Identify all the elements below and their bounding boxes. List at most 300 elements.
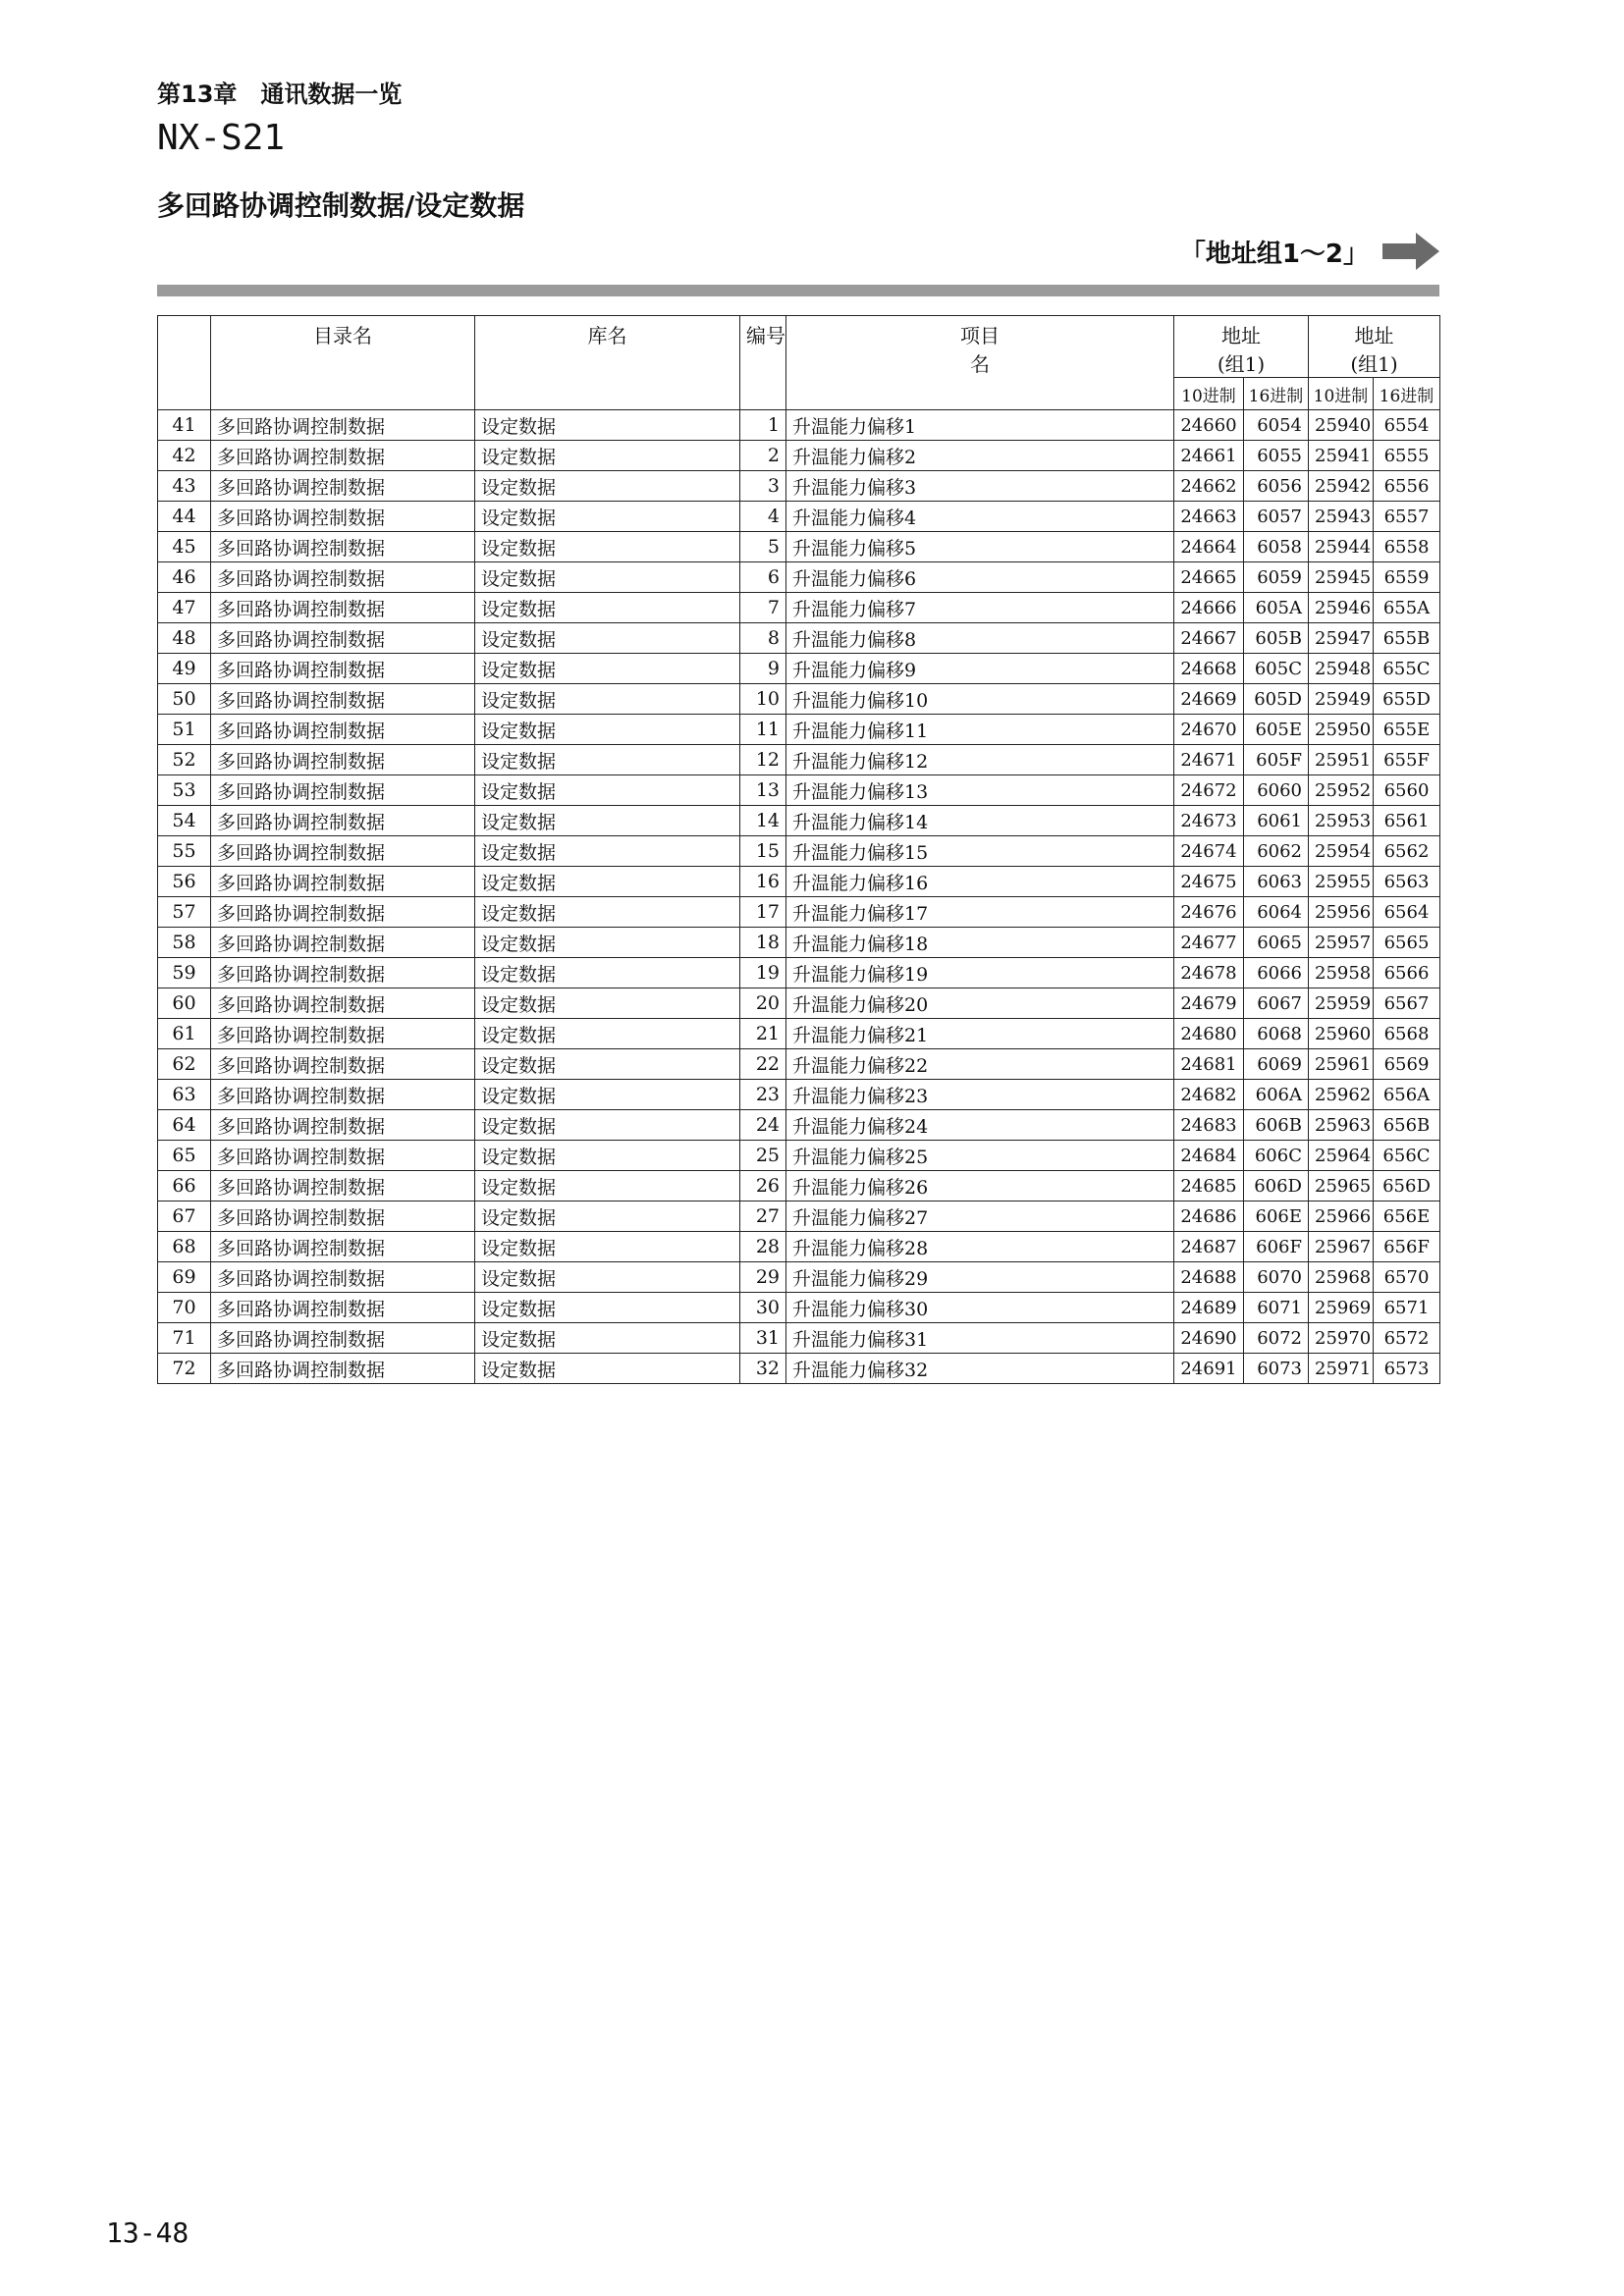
addr1-dec-cell: 24679	[1174, 988, 1244, 1019]
catalog-cell: 多回路协调控制数据	[211, 867, 475, 897]
table-row	[158, 1293, 1440, 1323]
number-cell: 28	[740, 1232, 786, 1262]
catalog-cell: 多回路协调控制数据	[211, 1049, 475, 1080]
catalog-cell: 多回路协调控制数据	[211, 1141, 475, 1171]
address1-header-line2: (组1)	[1217, 352, 1266, 376]
number-cell: 23	[740, 1080, 786, 1110]
addr2-dec-cell: 25951	[1309, 745, 1374, 775]
addr1-dec-cell: 24681	[1174, 1049, 1244, 1080]
table-row	[158, 654, 1440, 684]
table-row	[158, 928, 1440, 958]
addr1-dec-cell: 24682	[1174, 1080, 1244, 1110]
catalog-cell: 多回路协调控制数据	[211, 410, 475, 441]
catalog-cell: 多回路协调控制数据	[211, 1232, 475, 1262]
number-cell: 21	[740, 1019, 786, 1049]
table-row	[158, 1323, 1440, 1354]
table-row	[158, 775, 1440, 806]
addr2-hex-cell: 6568	[1374, 1019, 1440, 1049]
item-name-cell: 升温能力偏移18	[786, 928, 1174, 958]
number-cell: 2	[740, 441, 786, 471]
table-row	[158, 958, 1440, 988]
addr2-hex-cell: 6556	[1374, 471, 1440, 502]
library-cell: 设定数据	[475, 715, 740, 745]
row-index: 41	[158, 410, 211, 441]
addr2-hex-cell: 656D	[1374, 1171, 1440, 1201]
item-name-cell: 升温能力偏移2	[786, 441, 1174, 471]
item-name-cell: 升温能力偏移1	[786, 410, 1174, 441]
addr1-hex-cell: 6062	[1244, 836, 1309, 867]
library-cell: 设定数据	[475, 1323, 740, 1354]
table-row	[158, 1049, 1440, 1080]
table-row	[158, 532, 1440, 562]
row-index: 58	[158, 928, 211, 958]
addr2-hex-cell: 6567	[1374, 988, 1440, 1019]
row-index: 49	[158, 654, 211, 684]
catalog-cell: 多回路协调控制数据	[211, 593, 475, 623]
item-name-cell: 升温能力偏移22	[786, 1049, 1174, 1080]
addr1-hex-cell: 6056	[1244, 471, 1309, 502]
addr1-dec-cell: 24677	[1174, 928, 1244, 958]
row-index: 60	[158, 988, 211, 1019]
catalog-cell: 多回路协调控制数据	[211, 1201, 475, 1232]
addr1-dec-cell: 24675	[1174, 867, 1244, 897]
number-cell: 8	[740, 623, 786, 654]
catalog-cell: 多回路协调控制数据	[211, 471, 475, 502]
addr1-dec-cell: 24661	[1174, 441, 1244, 471]
addr2-hex-cell: 6573	[1374, 1354, 1440, 1384]
addr2-dec-cell: 25945	[1309, 562, 1374, 593]
addr2-hex-cell: 6563	[1374, 867, 1440, 897]
addr1-hex-cell: 605F	[1244, 745, 1309, 775]
row-index: 47	[158, 593, 211, 623]
addr2-dec-cell: 25963	[1309, 1110, 1374, 1141]
item-name-cell: 升温能力偏移29	[786, 1262, 1174, 1293]
number-cell: 13	[740, 775, 786, 806]
library-cell: 设定数据	[475, 836, 740, 867]
library-cell: 设定数据	[475, 593, 740, 623]
addr2-hex-cell: 6565	[1374, 928, 1440, 958]
addr1-hex-cell: 605C	[1244, 654, 1309, 684]
addr1-dec-cell: 24689	[1174, 1293, 1244, 1323]
addr1-hex-cell: 606E	[1244, 1201, 1309, 1232]
item-name-cell: 升温能力偏移19	[786, 958, 1174, 988]
row-index: 54	[158, 806, 211, 836]
addr2-dec-cell: 25970	[1309, 1323, 1374, 1354]
addr2-dec-cell: 25947	[1309, 623, 1374, 654]
catalog-cell: 多回路协调控制数据	[211, 1323, 475, 1354]
number-cell: 15	[740, 836, 786, 867]
addr2-dec-cell: 25941	[1309, 441, 1374, 471]
addr2-dec-cell: 25971	[1309, 1354, 1374, 1384]
catalog-cell: 多回路协调控制数据	[211, 654, 475, 684]
addr2-dec-cell: 25949	[1309, 684, 1374, 715]
item-name-cell: 升温能力偏移17	[786, 897, 1174, 928]
catalog-cell: 多回路协调控制数据	[211, 897, 475, 928]
item-name-cell: 升温能力偏移32	[786, 1354, 1174, 1384]
table-row	[158, 593, 1440, 623]
library-cell: 设定数据	[475, 1080, 740, 1110]
library-cell: 设定数据	[475, 684, 740, 715]
library-cell: 设定数据	[475, 1262, 740, 1293]
addr1-dec-cell: 24688	[1174, 1262, 1244, 1293]
library-cell: 设定数据	[475, 1293, 740, 1323]
item-name-cell: 升温能力偏移3	[786, 471, 1174, 502]
item-name-cell: 升温能力偏移25	[786, 1141, 1174, 1171]
addr2-dec-cell: 25955	[1309, 867, 1374, 897]
library-cell: 设定数据	[475, 928, 740, 958]
addr1-hex-cell: 605A	[1244, 593, 1309, 623]
addr1-dec-cell: 24683	[1174, 1110, 1244, 1141]
item-header-line2: 名	[970, 352, 990, 376]
addr2-hex-cell: 655B	[1374, 623, 1440, 654]
row-index: 69	[158, 1262, 211, 1293]
address2-header	[1309, 316, 1440, 378]
library-cell: 设定数据	[475, 1171, 740, 1201]
row-index: 67	[158, 1201, 211, 1232]
addr1-hex-cell: 606B	[1244, 1110, 1309, 1141]
table-row	[158, 1141, 1440, 1171]
addr1-dec-cell: 24686	[1174, 1201, 1244, 1232]
item-name-cell: 升温能力偏移31	[786, 1323, 1174, 1354]
item-name-cell: 升温能力偏移27	[786, 1201, 1174, 1232]
addr2-dec-cell: 25953	[1309, 806, 1374, 836]
addr2-dec-cell: 25944	[1309, 532, 1374, 562]
item-name-cell: 升温能力偏移26	[786, 1171, 1174, 1201]
library-cell: 设定数据	[475, 562, 740, 593]
number-cell: 19	[740, 958, 786, 988]
item-name-cell: 升温能力偏移28	[786, 1232, 1174, 1262]
table-row	[158, 562, 1440, 593]
addr1-hex-cell: 6065	[1244, 928, 1309, 958]
addr2-dec-cell: 25965	[1309, 1171, 1374, 1201]
catalog-cell: 多回路协调控制数据	[211, 1080, 475, 1110]
addr2-hex-cell: 655C	[1374, 654, 1440, 684]
addr1-hex-cell: 6059	[1244, 562, 1309, 593]
number-cell: 4	[740, 502, 786, 532]
right-arrow-icon[interactable]	[1382, 233, 1439, 270]
addr2-hex-cell: 6562	[1374, 836, 1440, 867]
number-cell: 7	[740, 593, 786, 623]
library-cell: 设定数据	[475, 1141, 740, 1171]
addr2-hex-cell: 6554	[1374, 410, 1440, 441]
addr2-hex-cell: 655E	[1374, 715, 1440, 745]
address-group-label: 「地址组1～2」	[1179, 239, 1369, 269]
number-cell: 10	[740, 684, 786, 715]
table-row	[158, 745, 1440, 775]
row-index: 53	[158, 775, 211, 806]
library-header: 库名	[475, 316, 740, 410]
catalog-cell: 多回路协调控制数据	[211, 623, 475, 654]
addr2-dec-cell: 25956	[1309, 897, 1374, 928]
addr1-dec-cell: 24678	[1174, 958, 1244, 988]
number-cell: 32	[740, 1354, 786, 1384]
addr1-dec-cell: 24684	[1174, 1141, 1244, 1171]
number-cell: 9	[740, 654, 786, 684]
table-row	[158, 715, 1440, 745]
number-cell: 3	[740, 471, 786, 502]
index-header	[158, 316, 211, 410]
addr1-dec-header: 10进制	[1174, 378, 1244, 410]
number-cell: 1	[740, 410, 786, 441]
table-row	[158, 988, 1440, 1019]
library-cell: 设定数据	[475, 1354, 740, 1384]
table-row	[158, 1354, 1440, 1384]
address-group-nav	[1180, 232, 1439, 271]
header-row	[158, 316, 1440, 378]
catalog-cell: 多回路协调控制数据	[211, 502, 475, 532]
addr1-dec-cell: 24672	[1174, 775, 1244, 806]
row-index: 51	[158, 715, 211, 745]
addr1-hex-cell: 6072	[1244, 1323, 1309, 1354]
table-row	[158, 1232, 1440, 1262]
addr2-hex-cell: 6564	[1374, 897, 1440, 928]
table-row	[158, 684, 1440, 715]
addr2-hex-cell: 6571	[1374, 1293, 1440, 1323]
addr1-hex-cell: 606D	[1244, 1171, 1309, 1201]
addr2-hex-cell: 6566	[1374, 958, 1440, 988]
number-cell: 14	[740, 806, 786, 836]
chapter-title: 第13章 通讯数据一览	[157, 80, 403, 108]
number-cell: 31	[740, 1323, 786, 1354]
addr1-hex-cell: 606F	[1244, 1232, 1309, 1262]
item-name-cell: 升温能力偏移21	[786, 1019, 1174, 1049]
table-row	[158, 471, 1440, 502]
number-cell: 22	[740, 1049, 786, 1080]
addr1-dec-cell: 24662	[1174, 471, 1244, 502]
number-cell: 16	[740, 867, 786, 897]
catalog-cell: 多回路协调控制数据	[211, 532, 475, 562]
catalog-cell: 多回路协调控制数据	[211, 958, 475, 988]
row-index: 45	[158, 532, 211, 562]
addr1-dec-cell: 24663	[1174, 502, 1244, 532]
table-row	[158, 836, 1440, 867]
table-row	[158, 441, 1440, 471]
addr1-dec-cell: 24660	[1174, 410, 1244, 441]
item-name-cell: 升温能力偏移14	[786, 806, 1174, 836]
catalog-cell: 多回路协调控制数据	[211, 1262, 475, 1293]
row-index: 48	[158, 623, 211, 654]
catalog-cell: 多回路协调控制数据	[211, 1019, 475, 1049]
item-name-cell: 升温能力偏移24	[786, 1110, 1174, 1141]
addr2-hex-cell: 656F	[1374, 1232, 1440, 1262]
row-index: 66	[158, 1171, 211, 1201]
addr1-hex-cell: 6068	[1244, 1019, 1309, 1049]
addr1-hex-cell: 6069	[1244, 1049, 1309, 1080]
addr2-dec-cell: 25959	[1309, 988, 1374, 1019]
row-index: 65	[158, 1141, 211, 1171]
table-row	[158, 1262, 1440, 1293]
item-name-cell: 升温能力偏移12	[786, 745, 1174, 775]
catalog-cell: 多回路协调控制数据	[211, 928, 475, 958]
addr1-dec-cell: 24669	[1174, 684, 1244, 715]
addr1-hex-cell: 6063	[1244, 867, 1309, 897]
addr2-hex-cell: 656A	[1374, 1080, 1440, 1110]
addr1-hex-cell: 6061	[1244, 806, 1309, 836]
catalog-cell: 多回路协调控制数据	[211, 1171, 475, 1201]
item-name-cell: 升温能力偏移16	[786, 867, 1174, 897]
addr2-dec-cell: 25961	[1309, 1049, 1374, 1080]
addr1-hex-cell: 6066	[1244, 958, 1309, 988]
addr1-hex-header: 16进制	[1244, 378, 1309, 410]
address2-header-line2: (组1)	[1350, 352, 1398, 376]
addr1-hex-cell: 605B	[1244, 623, 1309, 654]
addr2-hex-cell: 6558	[1374, 532, 1440, 562]
addr1-hex-cell: 6060	[1244, 775, 1309, 806]
item-name-cell: 升温能力偏移9	[786, 654, 1174, 684]
addr1-hex-cell: 606A	[1244, 1080, 1309, 1110]
item-name-cell: 升温能力偏移4	[786, 502, 1174, 532]
catalog-cell: 多回路协调控制数据	[211, 684, 475, 715]
row-index: 59	[158, 958, 211, 988]
item-name-cell: 升温能力偏移7	[786, 593, 1174, 623]
addr1-dec-cell: 24687	[1174, 1232, 1244, 1262]
addr1-hex-cell: 606C	[1244, 1141, 1309, 1171]
row-index: 46	[158, 562, 211, 593]
addr1-dec-cell: 24668	[1174, 654, 1244, 684]
row-index: 42	[158, 441, 211, 471]
addr1-hex-cell: 6058	[1244, 532, 1309, 562]
item-name-cell: 升温能力偏移10	[786, 684, 1174, 715]
address1-header-line1: 地址	[1221, 324, 1261, 347]
addr2-hex-cell: 656C	[1374, 1141, 1440, 1171]
library-cell: 设定数据	[475, 867, 740, 897]
row-index: 55	[158, 836, 211, 867]
row-index: 70	[158, 1293, 211, 1323]
number-cell: 29	[740, 1262, 786, 1293]
addr2-dec-cell: 25948	[1309, 654, 1374, 684]
addr1-dec-cell: 24665	[1174, 562, 1244, 593]
library-cell: 设定数据	[475, 958, 740, 988]
addr1-hex-cell: 6070	[1244, 1262, 1309, 1293]
addr2-dec-cell: 25957	[1309, 928, 1374, 958]
item-name-cell: 升温能力偏移20	[786, 988, 1174, 1019]
addr2-hex-cell: 6569	[1374, 1049, 1440, 1080]
catalog-cell: 多回路协调控制数据	[211, 988, 475, 1019]
library-cell: 设定数据	[475, 745, 740, 775]
item-name-cell: 升温能力偏移6	[786, 562, 1174, 593]
addr2-hex-cell: 6572	[1374, 1323, 1440, 1354]
catalog-cell: 多回路协调控制数据	[211, 562, 475, 593]
table-row	[158, 1201, 1440, 1232]
number-cell: 20	[740, 988, 786, 1019]
table-row	[158, 806, 1440, 836]
addr2-dec-cell: 25943	[1309, 502, 1374, 532]
addr1-hex-cell: 6071	[1244, 1293, 1309, 1323]
addr1-dec-cell: 24676	[1174, 897, 1244, 928]
catalog-cell: 多回路协调控制数据	[211, 806, 475, 836]
table-row	[158, 410, 1440, 441]
page-number: 13-48	[106, 2216, 189, 2249]
library-cell: 设定数据	[475, 471, 740, 502]
library-cell: 设定数据	[475, 1019, 740, 1049]
row-index: 52	[158, 745, 211, 775]
number-cell: 24	[740, 1110, 786, 1141]
item-name-cell: 升温能力偏移30	[786, 1293, 1174, 1323]
library-cell: 设定数据	[475, 1201, 740, 1232]
library-cell: 设定数据	[475, 897, 740, 928]
row-index: 68	[158, 1232, 211, 1262]
addr1-dec-cell: 24674	[1174, 836, 1244, 867]
addr2-hex-cell: 655F	[1374, 745, 1440, 775]
addr2-hex-cell: 656B	[1374, 1110, 1440, 1141]
addr1-dec-cell: 24664	[1174, 532, 1244, 562]
row-index: 72	[158, 1354, 211, 1384]
library-cell: 设定数据	[475, 1232, 740, 1262]
addr2-dec-cell: 25964	[1309, 1141, 1374, 1171]
addr2-dec-cell: 25966	[1309, 1201, 1374, 1232]
addr2-hex-cell: 655D	[1374, 684, 1440, 715]
table-row	[158, 1171, 1440, 1201]
addr1-dec-cell: 24690	[1174, 1323, 1244, 1354]
table-row	[158, 897, 1440, 928]
addr2-dec-cell: 25942	[1309, 471, 1374, 502]
number-cell: 25	[740, 1141, 786, 1171]
library-cell: 设定数据	[475, 988, 740, 1019]
addr1-dec-cell: 24673	[1174, 806, 1244, 836]
catalog-cell: 多回路协调控制数据	[211, 1110, 475, 1141]
library-cell: 设定数据	[475, 1110, 740, 1141]
addr2-hex-header: 16进制	[1374, 378, 1440, 410]
library-cell: 设定数据	[475, 441, 740, 471]
library-cell: 设定数据	[475, 502, 740, 532]
addr2-dec-header: 10进制	[1309, 378, 1374, 410]
addr2-hex-cell: 6555	[1374, 441, 1440, 471]
addr1-dec-cell: 24671	[1174, 745, 1244, 775]
table-body	[158, 410, 1440, 1384]
table-row	[158, 867, 1440, 897]
table-row	[158, 1019, 1440, 1049]
model-name: NX-S21	[157, 118, 286, 158]
catalog-cell: 多回路协调控制数据	[211, 1293, 475, 1323]
addr2-hex-cell: 656E	[1374, 1201, 1440, 1232]
catalog-cell: 多回路协调控制数据	[211, 745, 475, 775]
row-index: 44	[158, 502, 211, 532]
addr1-hex-cell: 6057	[1244, 502, 1309, 532]
addr2-dec-cell: 25950	[1309, 715, 1374, 745]
table-row	[158, 623, 1440, 654]
number-cell: 26	[740, 1171, 786, 1201]
catalog-cell: 多回路协调控制数据	[211, 715, 475, 745]
table-row	[158, 502, 1440, 532]
addr2-hex-cell: 6560	[1374, 775, 1440, 806]
number-cell: 5	[740, 532, 786, 562]
addr2-dec-cell: 25958	[1309, 958, 1374, 988]
row-index: 71	[158, 1323, 211, 1354]
library-cell: 设定数据	[475, 775, 740, 806]
addr2-dec-cell: 25940	[1309, 410, 1374, 441]
addr2-dec-cell: 25954	[1309, 836, 1374, 867]
address2-header-line1: 地址	[1354, 324, 1394, 347]
library-cell: 设定数据	[475, 623, 740, 654]
row-index: 50	[158, 684, 211, 715]
library-cell: 设定数据	[475, 806, 740, 836]
item-header	[786, 316, 1174, 410]
row-index: 62	[158, 1049, 211, 1080]
number-cell: 11	[740, 715, 786, 745]
addr2-dec-cell: 25969	[1309, 1293, 1374, 1323]
addr2-hex-cell: 6570	[1374, 1262, 1440, 1293]
row-index: 57	[158, 897, 211, 928]
row-index: 61	[158, 1019, 211, 1049]
addr1-dec-cell: 24680	[1174, 1019, 1244, 1049]
addr1-dec-cell: 24691	[1174, 1354, 1244, 1384]
item-name-cell: 升温能力偏移15	[786, 836, 1174, 867]
row-index: 56	[158, 867, 211, 897]
data-table	[157, 315, 1440, 1384]
table-row	[158, 1110, 1440, 1141]
addr1-hex-cell: 6073	[1244, 1354, 1309, 1384]
addr1-hex-cell: 6067	[1244, 988, 1309, 1019]
